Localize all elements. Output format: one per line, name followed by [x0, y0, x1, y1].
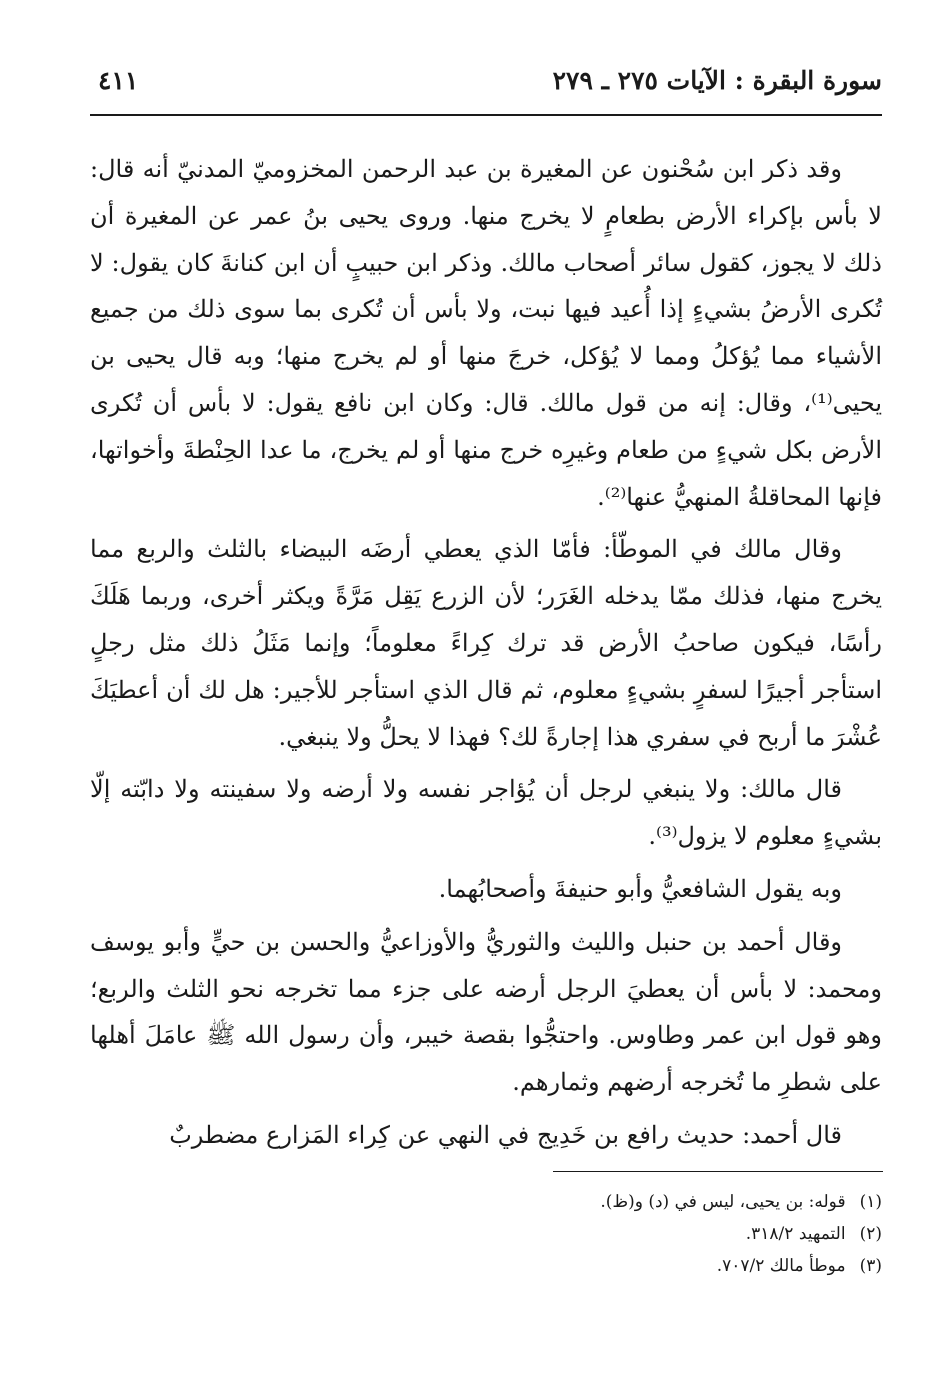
footnote-number: (٣)	[859, 1256, 882, 1276]
footnote	[90, 1218, 882, 1250]
footnote-number: (٢)	[859, 1224, 882, 1244]
footnote	[90, 1250, 882, 1282]
footnotes	[90, 1186, 882, 1282]
footnote-divider	[553, 1171, 883, 1172]
footnote-text: موطأ مالك ٧٠٧/٢.	[716, 1256, 846, 1276]
paragraph: قال أحمد: حديث رافع بن خَدِيج في النهي عن كِراء المَزارع مضطربٌ	[169, 1120, 842, 1149]
paragraph: وقد ذكر ابن سُحْنون عن المغيرة بن عبد الرحمن المخزوميّ المدنيّ أنه قال: لا بأس بإكراء الأرض بطعامٍ لا يخرج منها. وروى يحيى بنُ عمر عن المغيرة أن ذلك لا يجوز، كقول سائر أصحاب مالك. وذكر ابن حبيبٍ أن ابن كنانةَ كان يقول: لا تُكرى الأرضُ بشيءٍ إذا أُعيد فيها نبت، ولا بأس أن تُكرى بما سوى ذلك من جميع الأشياء مما يُؤكلُ ومما لا يُؤكل، خرجَ منها أو لم يخرج منها؛ وبه قال يحيى بن يحيى⁽¹⁾، وقال: إنه من قول مالك. قال: وكان ابن نافع يقول: لا بأس أن تُكرى الأرض بكل شيءٍ من طعام وغيرِه خرج منها أو لم يخرج، ما عدا الحِنْطةَ وأخواتها، فإنها المحاقلةُ المنهيُّ عنها⁽²⁾.	[90, 155, 883, 511]
main-text	[90, 146, 882, 1165]
running-title: سورة البقرة : الآيات ٢٧٥ ـ ٢٧٩	[552, 66, 882, 95]
page-header	[90, 66, 882, 110]
paragraph: وقال أحمد بن حنبل والليث والثوريُّ والأوزاعيُّ والحسن بن حيٍّ وأبو يوسف ومحمد: لا بأس أن يعطيَ الرجل أرضه على جزء مما تخرجه نحو الثلث والربع؛ وهو قول ابن عمر وطاوس. واحتجُّوا بقصة خيبر، وأن رسول الله ﷺ عامَلَ أهلها على شطرِ ما تُخرجه أرضهم وثمارهم.	[90, 927, 882, 1097]
header-divider	[90, 114, 882, 116]
paragraph: وقال مالك في الموطّأ: فأمّا الذي يعطي أرضَه البيضاء بالثلث والربع مما يخرج منها، فذلك ممّا يدخله الغَرَر؛ لأن الزرع يَقِل مَرَّةً ويكثر أخرى، وربما هَلَكَ رأسًا، فيكون صاحبُ الأرض قد ترك كِراءً معلوماً؛ وإنما مَثَلُ ذلك مثل رجلٍ استأجر أجيرًا لسفرٍ بشيءٍ معلوم، ثم قال الذي استأجر للأجير: هل لك أن أعطيَكَ عُشْرَ ما أربح في سفري هذا إجارةً لك؟ فهذا لا يحلُّ ولا ينبغي.	[90, 535, 882, 751]
footnote	[90, 1186, 882, 1218]
footnote-text: التمهيد ٣١٨/٢.	[745, 1224, 846, 1244]
paragraph: وبه يقول الشافعيُّ وأبو حنيفةَ وأصحابُهما.	[438, 874, 842, 903]
footnote-number: (١)	[859, 1192, 882, 1212]
paragraph: قال مالك: ولا ينبغي لرجل أن يُؤاجر نفسه ولا أرضه ولا سفينته ولا دابّته إلّا بشيءٍ معلوم لا يزول⁽³⁾.	[90, 775, 882, 851]
page-number: ٤١١	[98, 66, 139, 95]
footnote-text: قوله: بن يحيى، ليس في (د) و(ظ).	[600, 1192, 846, 1212]
